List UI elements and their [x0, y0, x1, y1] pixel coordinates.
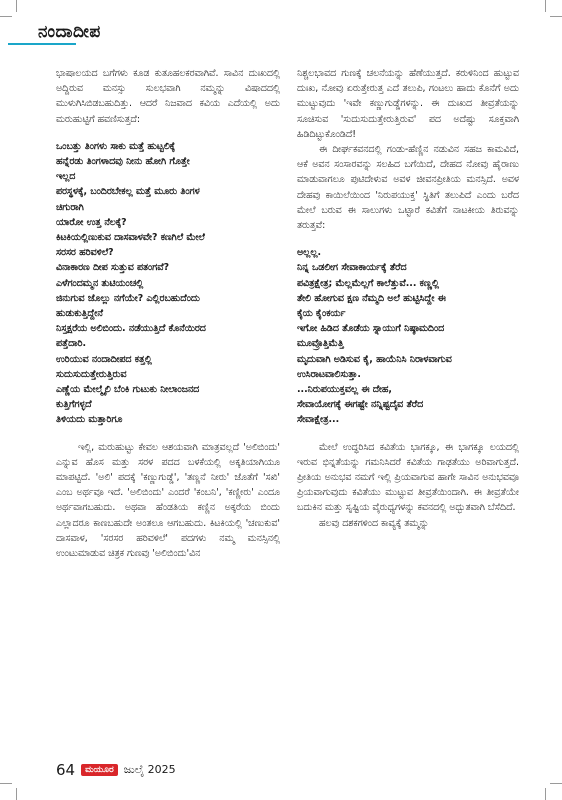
poem-line: ಕೈಯ ಕೈಂಕರ್ಯ	[297, 308, 346, 320]
crop-mark	[545, 788, 546, 800]
body-paragraph: ಇಲ್ಲಿ, ಮರುಹುಟ್ಟು ಕೇವಲ ಆಶಯವಾಗಿ ಮಾತ್ರವಲ್ಲದೆ 'ಅಲಿಬಿಂದು' ಎನ್ನುವ ಹೊಸ ಮತ್ತು ಸರಳ ಪದದ ಬಳಕೆಯಲ್ಲಿ ಅಕ್ಕತಿಯಾಗಿಯೂ ಮಾಪಟ್ಟಿದೆ. 'ಅಲಿ' ಪದಕ್ಕೆ 'ಕಣ್ಣುಗುಡ್ಡೆ', 'ತಣ್ಣನೆ ನೀರು' ಜೊತೆಗೆ 'ಸಖಿ' ಎಂಬ ಅರ್ಥವೂ ಇದೆ. 'ಅಲಿಬಿಂದು' ಎಂದರೆ 'ಕಂಬನಿ', 'ಕಣ್ಣೀರು' ಎಂದೂ ಅರ್ಥವಾಗಬಹುದು. ಅಥವಾ ಹೆಂಡತಿಯ ಕಣ್ಣಿನ ಅಕ್ಕರೆಯ ಬಿಂದು ಎಲ್ಲಾದರೂ ಕಾಣಬಹುದೇ ಅಂತಲೂ ಆಗಬಹುದು. ಕಿಟಕಿಯಲ್ಲಿ 'ಚಣುಕುವ' ದಾಸವಾಳ, 'ಸರಸರ ಹರಿವಳಿಲೆ' ಪದಗಳು ನಮ್ಮ ಮನಸ್ಸಿನಲ್ಲಿ ಉಂಟುಮಾಡುವ ಚಿತ್ರಕ ಗುಣವು 'ಅಲಿಬಿಂದು'ವಿನ	[56, 441, 280, 560]
poem-line: ಎಣ್ಣೆಯ ಮೇಲ್ಮೈಲಿ ಬೆಂಕಿ ಗುಟುಕು ನೀಲಾಂಜನದ	[56, 384, 200, 396]
body-paragraph: ಹಲವು ದಶಕಗಳಿಂದ ಕಾವ್ಯಕ್ಕೆ ತಮ್ಮನ್ನು	[319, 517, 429, 529]
page-footer	[56, 761, 176, 779]
crop-mark	[0, 16, 12, 17]
crop-mark	[550, 783, 562, 784]
poem-line: ಕಿಟಕಿಯಲ್ಲಿಣುಕುವ ದಾಸವಾಳವೇ? ಕಣಗಿಲೆ ಮೇಲೆ	[56, 232, 205, 244]
poem-line: ಯಾರೋ ಉತ್ತ ನೆಲಕ್ಕೆ?	[56, 216, 127, 228]
crop-mark	[545, 0, 546, 12]
body-paragraph: ಮೇಲೆ ಉದ್ಧರಿಸಿದ ಕವಿತೆಯ ಭಾಗಕ್ಕೂ, ಈ ಭಾಗಕ್ಕೂ ಲಯದಲ್ಲಿ ಇರುವ ಭಿನ್ನತೆಯನ್ನು ಗಮನಿಸಿದರೆ ಕವಿತೆಯ ಗಾಢತೆಯು ಅರಿವಾಗುತ್ತದೆ. ಪ್ರೀತಿಯ ಅನುಭವ ನಮಗೆ ಇಲ್ಲಿ ಪ್ರಿಯವಾಗುವ ಹಾಗೇ ಸಾವಿನ ಅನುಭವವೂ ಪ್ರಿಯವಾಗುವುದು ಕವಿತೆಯು ಮುಟ್ಟುವ ತೀವ್ರತೆಯಿಂದಾಗಿ. ಈ ತೀವ್ರತೆಯೇ ಬದುಕಿನ ಮತ್ತು ಸೃಷ್ಟಿಯ ವೈರುಧ್ಯಗಳನ್ನು ಕವನದಲ್ಲಿ ಅದ್ಭುತವಾಗಿ ಬೆಸೆದಿದೆ.	[297, 441, 519, 514]
section-accent-line	[8, 43, 76, 45]
poem-line: ...ನಿರುಪಯುಕ್ತವಲ್ಲ ಈ ದೇಹ,	[297, 384, 392, 396]
poem-line: ಪತ್ತೆದಾರಿ.	[56, 338, 87, 350]
poem-line: ತೇಲಿ ಹೋಗುವ ಕ್ಷಣ ನೆಮ್ಮದಿ ಅಲೆ ಹುಟ್ಟಿಸಿದ್ದೇ ಈ	[297, 292, 446, 304]
poem-line: ನಿನ್ನ ಒಡಲೀಗ ಸೇವಾಕಾರ್ಯಕ್ಕೆ ತೆರೆದ	[297, 262, 407, 274]
poem-line: ಪವಿತ್ರಕ್ಷೇತ್ರ; ಮೆಲ್ಲಮೆಲ್ಲಗೆ ಕಾಲೆತ್ತುವೆ... ಕಣ್ಣಲ್ಲಿ	[297, 277, 439, 289]
poem-line: ನಿಸ್ತಕ್ಷರೆಯ ಅಲಿಬಿಂದು. ನಡೆಯುತ್ತಿದೆ ಕೊನೆಯಿರದ	[56, 323, 206, 335]
poem-line: ಮೂವ್ರೊತ್ತಿಮೆತ್ತಿ	[297, 338, 344, 350]
poem-line: ಸೇವಾಯೋಗಕ್ಕೆ ಈಗಷ್ಟೇ ನನ್ನಿಷ್ಟದೈವ ತೆರೆದ	[297, 399, 424, 411]
poem-excerpt-2	[297, 245, 519, 427]
poem-line: ಮೃದುವಾಗಿ ಅಡಿಸುವ ಕೈ, ಹಾಯೆನಿಸಿ ನಿರಾಳವಾಗುವ	[297, 353, 452, 365]
poem-line: ಕುತ್ತಿಗೆಗಳ್ಳದೆ	[56, 399, 92, 411]
poem-line: ತಿಳಿಯದು ಮತ್ತಾರಿಗೂ	[56, 414, 123, 426]
poem-line: ಉಸಿರಾಟವಾಲಿಸುತ್ತಾ.	[297, 368, 361, 380]
poem-line: ಇಲ್ಲದ	[56, 171, 76, 183]
right-column	[297, 66, 519, 531]
body-paragraph: ನಿಶ್ಚಲಭಾವದ ಗುಣಕ್ಕೆ ಚಲನೆಯನ್ನು ಹೆಣೆಯುತ್ತದೆ. ಕರುಳಿನಿಂದ ಹುಟ್ಟುವ ದುಃಖ, ನೋವು ಏರುತ್ತೇರುತ್ತ ಎದೆ ತಲುಪಿ, ಗಂಟಲು ಹಾದು ಕೊನೆಗೆ ಅದು ಮುಟ್ಟುವುದು 'ಇವೇ ಕಣ್ಣುಗುಡ್ಡೆಗಳನ್ನು. ಈ ದುಃಖದ ತೀವ್ರತೆಯನ್ನು ಸೂಚಿಸುವ 'ಸುದುಸುದುತ್ತೇರುತ್ತಿರುವ' ಪದ ಅದೆಷ್ಟು ಸೂಕ್ತವಾಗಿ ಹಿಡಿದಿಟ್ಟುಕೊಂಡಿದೆ!	[297, 68, 519, 140]
poem-excerpt-1	[56, 139, 280, 428]
poem-line: ಸುದುಸುದುತ್ತೇರುತ್ತಿರುವ	[56, 368, 127, 380]
magazine-logo: ಮಯೂರ	[81, 764, 118, 776]
poem-line: ಪರಸ್ಥಳಕ್ಕೆ, ಬಂದಿರಬೇಕಲ್ಲ ಮತ್ತೆ ಮೂರು ತಿಂಗಳ	[56, 186, 200, 198]
poem-line: ಸೇವಾಕ್ಷೇತ್ರ...	[297, 414, 340, 426]
crop-mark	[16, 0, 17, 12]
poem-line: ಎಳೆಗಂದಮ್ಮನ ತುಟಿಯಂಚಲ್ಲಿ	[56, 277, 144, 289]
poem-line: ಹುಡುಕುತ್ತಿದ್ದೇನೆ	[56, 308, 103, 320]
poem-line: ಜಿನುಗುವ ಜೊಲ್ಲು ನಗೆಯೇ? ಎಲ್ಲಿರಬಹುದೆಂದು	[56, 292, 200, 304]
poem-line: ಹನ್ನೆರಡು ತಿಂಗಳಾದವು ನೀನು ಹೋಗಿ ಗೊತ್ತೇ	[56, 156, 190, 168]
issue-date: ಜುಲೈ 2025	[123, 763, 176, 776]
poem-line: ಸರಸರ ಹರಿವಳಿಲೆ?	[56, 247, 114, 259]
poem-line: ಉರಿಯುವ ನಂದಾದೀಪದ ಕತ್ತಲ್ಲಿ	[56, 353, 152, 365]
body-paragraph: ಈ ದೀರ್ಘಕವನದಲ್ಲಿ ಗಂಡು-ಹೆಣ್ಣಿನ ನಡುವಿನ ಸಹಜ ಕಾಮವಿದೆ, ಆಕೆ ಅವನ ಸಂಸಾರವನ್ನು ಸಲಹಿದ ಬಗೆಯಿದೆ, ದೇಹದ ನೋವು ಹೈರಾಣು ಮಾಡುವಾಗಲೂ ಪುಟಿದೇಳುವ ಅವಳ ಜೀವನಪ್ರೀತಿಯ ಮನಸ್ಸಿದೆ. ಅವಳ ದೇಹವು ಕಾಯಿಲೆಯಿಂದ 'ನಿರುಪಯುಕ್ತ' ಸ್ಥಿತಿಗೆ ತಲುಪಿದೆ ಎಂದು ಬರೆದ ಮೇಲೆ ಬರುವ ಈ ಸಾಲುಗಳು ಒಟ್ಟಾರೆ ಕವಿತೆಗೆ ನಾಟಕೀಯ ತಿರುವನ್ನು ತರುತ್ತವೆ:	[297, 144, 519, 232]
poem-line: ಚಿಗುರಾಗಿ	[56, 201, 84, 213]
left-column	[56, 66, 280, 561]
poem-line: ಇಗೋ ಹಿಡಿದ ತೊಡೆಯ ಸ್ನಾಯುಗೆ ನಿಷ್ಠಾಮದಿಂದ	[297, 323, 445, 335]
poem-line: ಅಲ್ಲಲ್ಲ.	[297, 247, 322, 259]
poem-line: ಒಂಬತ್ತು ತಿಂಗಳು ಸಾಕು ಮತ್ತೆ ಹುಟ್ಟಲಿಕ್ಕೆ	[56, 140, 176, 152]
poem-line: ವಿನಾಕಾರಣ ದೀಪ ಸುತ್ತುವ ಪತಂಗವೆ?	[56, 262, 170, 274]
intro-paragraph: ಭಾಷಾಲಯದ ಬಗೆಗಳು ಕೂಡ ಕುತೂಹಲಕರವಾಗಿವೆ. ಸಾವಿನ ದುಃಖದಲ್ಲಿ ಅದ್ದಿರುವ ಮನಸ್ಸು ಸುಲಭವಾಗಿ ನಮ್ಮನ್ನು ವಿಷಾದದಲ್ಲಿ ಮುಳುಗಿಸಿಬಿಡಬಹುದಿತ್ತು. ಆದರೆ ನಿಜವಾದ ಕವಿಯ ಎದೆಯಲ್ಲಿ ಅದು ಮರುಹುಟ್ಟಿಗೆ ಹವಣಿಸುತ್ತದೆ:	[56, 68, 280, 125]
page-number: 64	[56, 761, 76, 779]
section-title: ನಂದಾದೀಪ	[38, 22, 101, 42]
crop-mark	[16, 788, 17, 800]
crop-mark	[550, 16, 562, 17]
crop-mark	[0, 783, 12, 784]
